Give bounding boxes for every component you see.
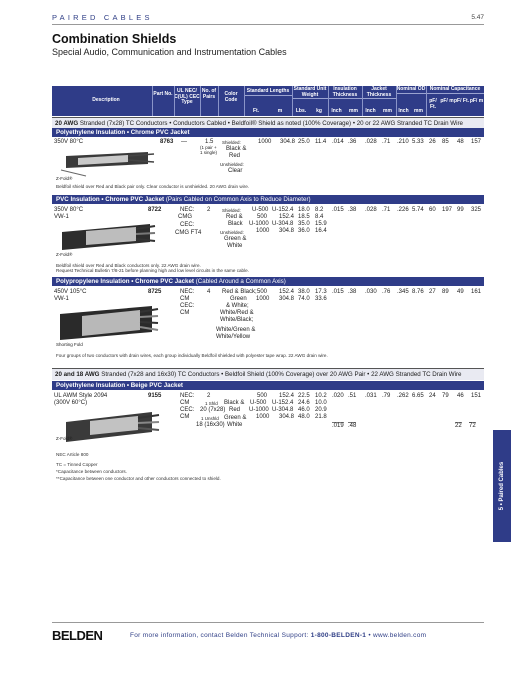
ins2-mm: .48 (348, 423, 357, 429)
sub-od-inch: Inch (398, 108, 409, 114)
cap4: 151 (471, 393, 482, 399)
kg-2: 10.0 (315, 400, 327, 406)
band1-label: Polyethylene Insulation • Chrome PVC Jacket (56, 129, 190, 136)
od-in: .210 (397, 139, 409, 145)
col-divider (152, 86, 153, 116)
color-6: White/Green & (216, 327, 256, 333)
ins-in: .014 (332, 139, 344, 145)
col-divider (362, 86, 363, 116)
sub-ft: Ft. (252, 108, 260, 114)
cap4: 161 (471, 289, 482, 295)
len-m-2: 304.8 (279, 296, 295, 302)
col-jacket: Jacket Thickness (362, 87, 396, 99)
col-divider (292, 86, 293, 116)
side-tab (493, 430, 511, 542)
lbs-4: 46.0 (298, 407, 310, 413)
color-b: Black (228, 221, 243, 227)
col-insulation: Insulation Thickness (328, 87, 362, 99)
cec-label: CEC: (180, 407, 195, 413)
sub-jkt-mm: mm (383, 108, 392, 114)
nec: — (181, 139, 187, 145)
col-divider (200, 86, 201, 116)
jkt-in: .028 (365, 139, 377, 145)
color-5: White/Black; (220, 317, 254, 323)
spec-table (52, 86, 484, 116)
cap3: 48 (457, 139, 464, 145)
len-ft-1: 500 (257, 393, 268, 399)
pair1-color-a: Black & (224, 400, 245, 406)
len-m-1: U-152.4 (272, 207, 294, 213)
desc-1: UL AWM Style 2094 (54, 393, 108, 399)
color-4: White/Red & (220, 310, 254, 316)
od-mm: 5.74 (412, 207, 424, 213)
jkt-mm: .71 (382, 207, 391, 213)
section2-awg: 20 and 18 AWG (55, 371, 100, 378)
col-divider (426, 86, 427, 116)
pairs: 4 (207, 289, 211, 295)
section1-desc: Stranded (7x28) TC Conductors • Conductors Cabled • Beldfoil® Shield as noted (100% Coverage) • 20 or 22 AWG Stranded TC Drain Wire (79, 120, 463, 127)
band-polypropylene-chrome (52, 277, 484, 286)
kg: 11.4 (315, 139, 327, 145)
side-tab-label: 5 • Paired Cables (499, 461, 505, 511)
band3-extra: (Cabled Around a Common Axis) (195, 278, 286, 285)
section1-awg: 20 AWG (55, 120, 79, 127)
kg-2: 8.4 (315, 214, 324, 220)
jkt-in: .030 (365, 289, 377, 295)
kg-1: 10.2 (315, 393, 327, 399)
page-subtitle: Special Audio, Communication and Instrumentation Cables (52, 47, 287, 57)
ins-mm: .38 (348, 289, 357, 295)
cec-value: CM (180, 414, 190, 420)
cap2: 197 (442, 207, 453, 213)
color-d: White (227, 243, 243, 249)
desc-2: VW-1 (54, 214, 69, 220)
nec-value: CMG (178, 214, 192, 220)
lbs-2: 18.5 (298, 214, 310, 220)
desc-1: 350V 80°C (54, 207, 84, 213)
desc: 350V 80°C (54, 139, 84, 145)
kg-2: 33.6 (315, 296, 327, 302)
pair1-color-b: Red (229, 407, 241, 413)
header-divider (52, 24, 484, 25)
lbs-1: 22.5 (298, 393, 310, 399)
cap1: 24 (429, 393, 436, 399)
pair1-awg: 20 (7x28) (200, 407, 226, 413)
sub-m: m (277, 108, 283, 114)
footer-contact (130, 632, 426, 639)
cec-label: CEC: (180, 222, 195, 228)
lbs-2: 24.6 (298, 400, 310, 406)
len-ft: 1000 (258, 139, 272, 145)
color-c: Clear (228, 168, 243, 174)
lbs-1: 38.0 (298, 289, 310, 295)
footnote-2: **Capacitance between one conductor and other conductors connected to shield. (56, 476, 221, 481)
color-c: Green & (224, 236, 247, 242)
zfold-label: Z-Fold® (56, 436, 73, 441)
col-description: Description (92, 97, 120, 103)
lbs: 25.0 (298, 139, 310, 145)
unshielded-label: Unshielded: (220, 230, 244, 235)
jkt-mm: .79 (382, 393, 391, 399)
len-ft-2: 500 (257, 214, 268, 220)
cable-image-8725 (56, 304, 160, 346)
len-m-1: 152.4 (279, 393, 295, 399)
nec-value: CM (180, 296, 190, 302)
lbs-4: 36.0 (298, 228, 310, 234)
ins-in: .015 (332, 289, 344, 295)
footnote-1: *Capacitance between conductors. (56, 469, 127, 474)
col-no-pairs: No. of Pairs (201, 88, 217, 100)
sub-cap-4: pF/ m (469, 98, 484, 104)
cap2: 89 (442, 289, 449, 295)
band-polyethylene-chrome (52, 128, 484, 137)
section2-heading (52, 368, 484, 380)
lbs-2: 74.0 (298, 296, 310, 302)
ins-in: .015 (332, 207, 344, 213)
lbs-3: 35.0 (298, 221, 310, 227)
band-pvc-chrome (52, 195, 484, 204)
zfold-label: Z-Fold® (56, 252, 73, 257)
footer-post: • www.belden.com (366, 632, 427, 639)
color-a: Black & (226, 146, 247, 152)
part-no: 8763 (160, 139, 174, 145)
part-no: 8722 (148, 207, 162, 213)
kg-4: 20.9 (315, 407, 327, 413)
jkt-in: .028 (365, 207, 377, 213)
shielded-label: Shielded: (222, 208, 241, 213)
cec-value: CM (180, 310, 190, 316)
cap3: 49 (457, 289, 464, 295)
col-divider (244, 86, 245, 116)
od-in: .226 (397, 207, 409, 213)
footer-phone: 1-800-BELDEN-1 (310, 632, 367, 639)
col-std-lengths: Standard Lengths (244, 89, 292, 96)
band2-label: PVC Insulation • Chrome PVC Jacket (56, 196, 165, 203)
cec-label: CEC: (180, 303, 195, 309)
row-note: Beldfoil shield over Red and Black pair only. Clear conductor is unshielded. 20 AWG drain wire. (56, 184, 250, 189)
len-ft-2: 1000 (256, 296, 270, 302)
sub-cap-2: pF/ m (440, 98, 454, 104)
lbs-1: 18.0 (298, 207, 310, 213)
sub-cap-1: pF/ Ft. (429, 98, 437, 110)
col-ul-nec: UL NEC/ C(UL) CEC Type (174, 88, 200, 106)
sub-ins-inch: Inch (331, 108, 342, 114)
zfold-label: Z-Fold® (56, 176, 73, 181)
table-header (52, 86, 484, 116)
page-number: 5.47 (471, 14, 484, 21)
color-a: Red & (226, 214, 243, 220)
shielded-label: Shielded: (222, 140, 241, 145)
jkt-mm: .76 (382, 289, 391, 295)
color-7: White/Yellow (216, 334, 251, 340)
len-m-3: U-304.8 (272, 221, 294, 227)
cap2: 85 (442, 139, 449, 145)
kg-3: 15.9 (315, 221, 327, 227)
pair1-label: 1 Shld (205, 401, 218, 406)
cap2: 79 (442, 393, 449, 399)
color-b: Red (229, 153, 241, 159)
kg-4: 16.4 (315, 228, 327, 234)
desc-2: (300V 60°C) (54, 400, 88, 406)
len-m-5: 304.8 (279, 414, 295, 420)
len-ft-1: 500 (257, 289, 268, 295)
col-divider (328, 86, 329, 116)
kg-5: 21.8 (315, 414, 327, 420)
sub-jkt-inch: Inch (365, 108, 376, 114)
col-unit-weight: Standard Unit Weight (293, 86, 327, 98)
band3-label: Polypropylene Insulation • Chrome PVC Jacket (56, 278, 194, 285)
od-mm: 6.65 (412, 393, 424, 399)
cable-image-9155 (60, 410, 160, 446)
pairs-note: (1 pair + 1 single) (200, 145, 218, 155)
len-ft-4: 1000 (256, 228, 270, 234)
cap6: 72 (469, 423, 476, 429)
footer-divider (52, 622, 484, 623)
len-m-4: U-304.8 (272, 407, 294, 413)
len-ft-2: U-500 (250, 400, 267, 406)
desc-1: 450V 105°C (54, 289, 87, 295)
od-in: .345 (397, 289, 409, 295)
sub-od-mm: mm (414, 108, 423, 114)
col-capacitance: Nominal Capacitance (426, 87, 484, 94)
jkt-mm: .71 (382, 139, 391, 145)
col-divider (174, 86, 175, 116)
tc-legend: TC = Tinned Copper (56, 462, 98, 467)
od-mm: 8.76 (412, 289, 424, 295)
row-note-1: Beldfoil shield over Red and Black conductors only. 22 AWG drain wire. (56, 263, 201, 268)
len-m-2: U-152.4 (272, 400, 294, 406)
pair2-label: 1 Unshld (201, 416, 219, 421)
cec-value: CMG FT4 (175, 230, 202, 236)
jkt-in: .031 (365, 393, 377, 399)
col-divider (396, 86, 397, 116)
nec-article: NEC Article 800 (56, 452, 89, 457)
section-header: PAIRED CABLES (52, 13, 153, 22)
part-no: 9155 (148, 393, 162, 399)
band-polyethylene-beige (52, 381, 484, 390)
color-3: & White; (226, 303, 249, 309)
ins-mm: .36 (348, 139, 357, 145)
nec-label: NEC: (180, 289, 195, 295)
page-title: Combination Shields (52, 32, 177, 46)
ins-in: .020 (332, 393, 344, 399)
nec-value: CM (180, 400, 190, 406)
sub-cap-3: pF/ Ft. (454, 98, 469, 104)
od-mm: 5.33 (412, 139, 424, 145)
len-m-1: 152.4 (279, 289, 295, 295)
len-ft-5: 1000 (256, 414, 270, 420)
nec-label: NEC: (180, 207, 195, 213)
od-in: .262 (397, 393, 409, 399)
cap5: 22 (455, 423, 462, 429)
pairs: 2 (207, 207, 211, 213)
kg-1: 17.3 (315, 289, 327, 295)
color-1: Red & Black; (222, 289, 257, 295)
sub-ins-mm: mm (349, 108, 358, 114)
band4-label: Polyethylene Insulation • Beige PVC Jacket (56, 382, 183, 389)
desc-2: VW-1 (54, 296, 69, 302)
ins2-in: .019 (332, 423, 344, 429)
pairs: 1.5 (205, 139, 214, 145)
sub-lbs: Lbs. (295, 108, 307, 114)
cap4: 325 (471, 207, 482, 213)
pairs: 2 (207, 393, 211, 399)
cable-image-8722 (56, 222, 156, 256)
cap1: 26 (429, 139, 436, 145)
row-note-2: Request Technical Bulletin 7/8-21 before planning high and low level circuits in the same cable. (56, 268, 249, 273)
cap4: 157 (471, 139, 482, 145)
pair2-color-b: White (227, 422, 243, 428)
section2-desc: Stranded (7x28 and 16x30) TC Conductors • Beldfoil Shield (100% Coverage) over 20 AWG Pair • 22 AWG Stranded TC Drain Wire (101, 371, 462, 378)
belden-logo: BELDEN (52, 628, 103, 643)
kg-1: 8.2 (315, 207, 324, 213)
len-m-4: 304.8 (279, 228, 295, 234)
band2-extra: (Pairs Cabled on Common Axis to Reduce Diameter) (165, 196, 311, 203)
color-2: Green (230, 296, 247, 302)
lbs-5: 48.0 (298, 414, 310, 420)
col-divider (218, 86, 219, 116)
cap1: 60 (429, 207, 436, 213)
ins-mm: .51 (348, 393, 357, 399)
col-color-code: Color Code (224, 91, 238, 103)
footer-pre: For more information, contact Belden Technical Support: (130, 632, 311, 639)
pair2-color-a: Green & (224, 415, 247, 421)
cap3: 99 (457, 207, 464, 213)
shorting-fold-label: Shorting Fold (56, 342, 83, 347)
len-ft-4: U-1000 (249, 407, 269, 413)
len-ft-1: U-500 (252, 207, 269, 213)
cap3: 46 (457, 393, 464, 399)
row-note: Four groups of two conductors with drain wires, each group individually Beldfoil shielded with polyester tape wrap. 22 AWG drain wire. (56, 353, 328, 358)
sub-kg: kg (316, 108, 322, 114)
len-m: 304.8 (280, 139, 296, 145)
pair2-awg: 18 (16x30) (196, 422, 225, 428)
col-part-no: Part No. (153, 91, 173, 97)
unshielded-label: Unshielded: (220, 162, 244, 167)
part-no: 8725 (148, 289, 162, 295)
ins-mm: .38 (348, 207, 357, 213)
cap1: 27 (429, 289, 436, 295)
len-m-2: 152.4 (279, 214, 295, 220)
col-od: Nominal OD (396, 86, 426, 92)
nec-label: NEC: (180, 393, 195, 399)
len-ft-3: U-1000 (249, 221, 269, 227)
